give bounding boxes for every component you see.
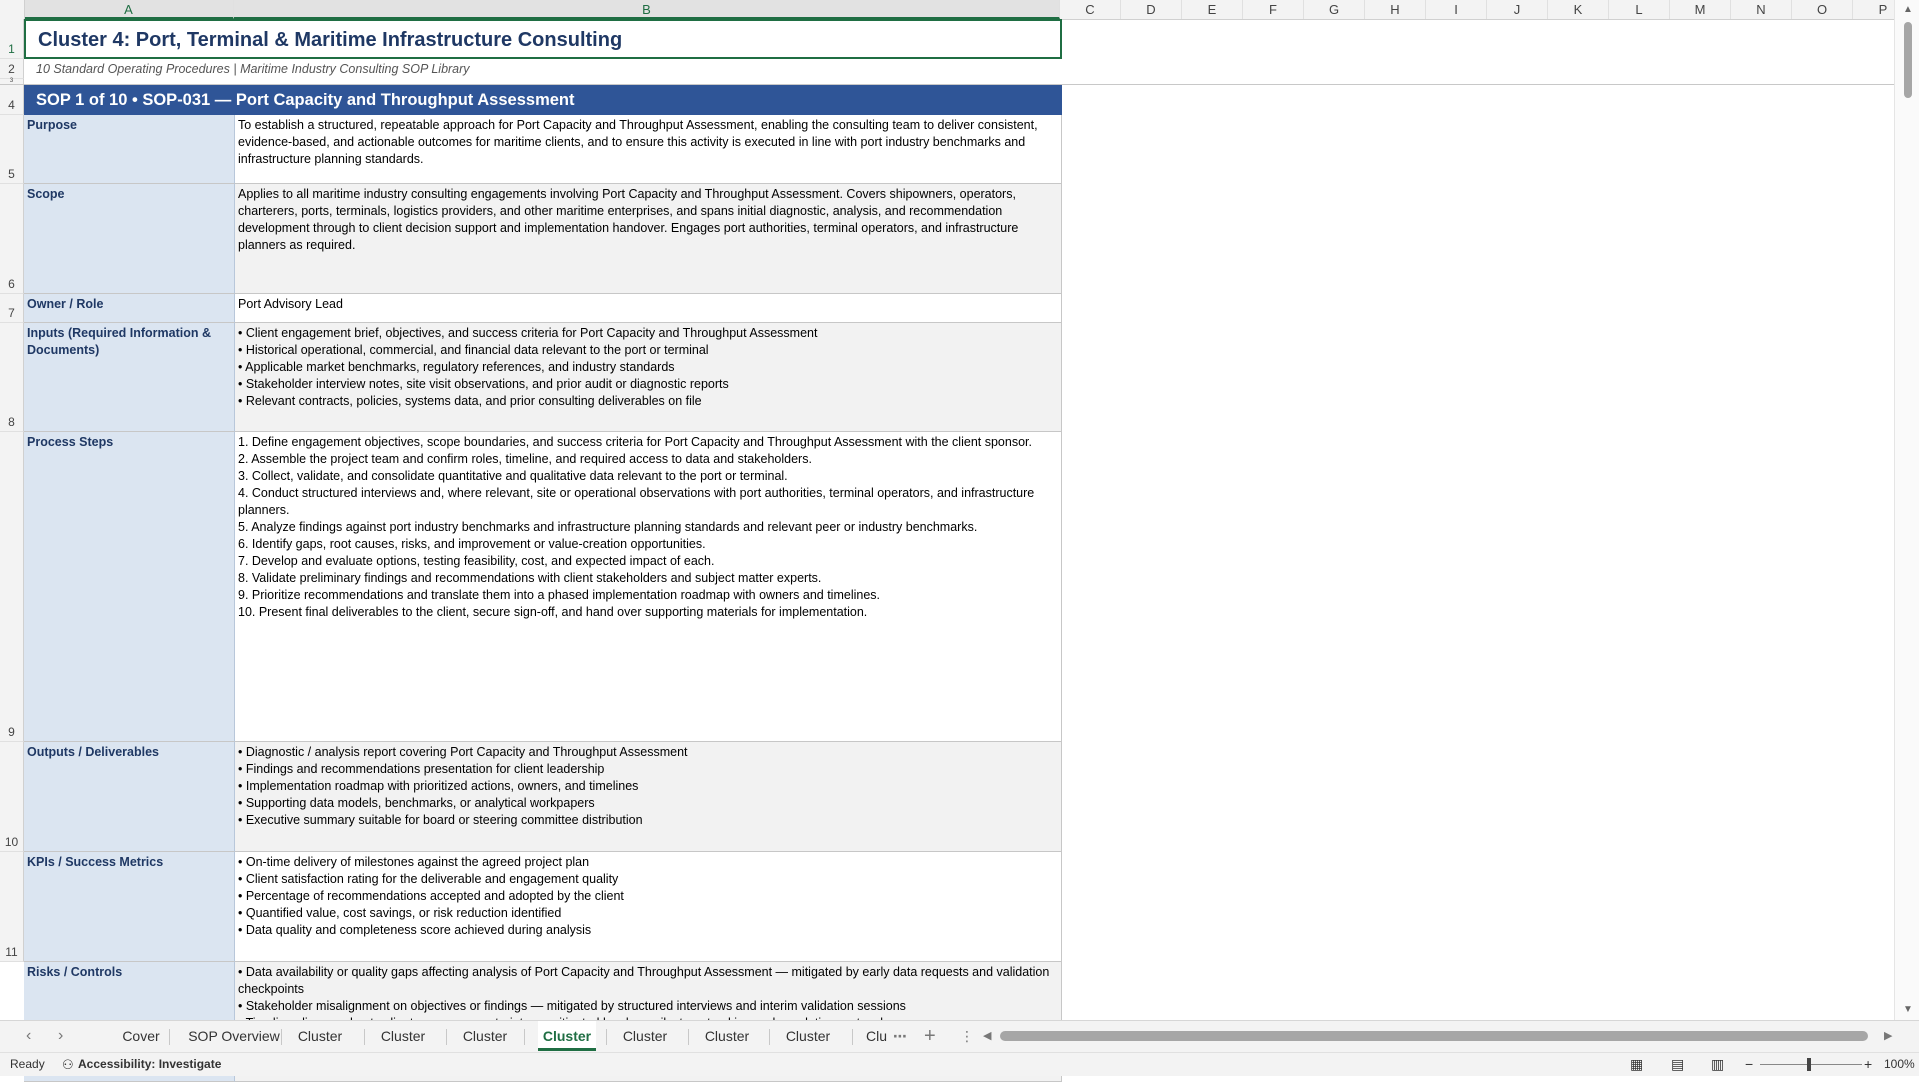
tab-separator <box>688 1029 689 1045</box>
column-header-j[interactable]: J <box>1487 0 1548 19</box>
section-line: Applies to all maritime industry consulting engagements involving Port Capacity and Throughput Assessment. Covers shipowners, operators, charterers, ports, terminals, logistics providers, and other maritime enterprises, and spans initial diagnostic, analysis, and recommendation development through to client decision support and implementation handover. Engages port authorities, terminal operators, and infrastructure planners as required. <box>238 187 1019 252</box>
row-header-11[interactable]: 11 <box>0 852 24 962</box>
sheet-tab-cluster-1[interactable]: Cluster <box>297 1028 343 1044</box>
section-line: • Diagnostic / analysis report covering Port Capacity and Throughput Assessment <box>238 745 688 759</box>
section-line: • Quantified value, cost savings, or risk reduction identified <box>238 906 562 920</box>
row-header-1[interactable]: 1 <box>0 19 24 59</box>
section-line: 9. Prioritize recommendations and translate them into a phased implementation roadmap with owners and timelines. <box>238 588 880 602</box>
section-label[interactable]: Scope <box>24 184 235 294</box>
status-bar <box>0 1052 1919 1076</box>
section-line: 2. Assemble the project team and confirm roles, timeline, and required access to data and stakeholders. <box>238 452 812 466</box>
section-label[interactable]: Risks / Controls <box>24 962 235 1082</box>
section-label[interactable]: KPIs / Success Metrics <box>24 852 235 962</box>
tab-separator <box>169 1029 170 1045</box>
section-value[interactable] <box>235 294 1062 323</box>
section-line: 4. Conduct structured interviews and, where relevant, site or operational observations with port authorities, terminal operators, and infrastructure planners. <box>238 486 1035 517</box>
section-label[interactable]: Purpose <box>24 115 235 184</box>
section-line: • Relevant contracts, policies, systems data, and prior consulting deliverables on file <box>238 394 702 408</box>
zoom-slider-thumb[interactable] <box>1807 1058 1811 1071</box>
column-header-c[interactable]: C <box>1060 0 1121 19</box>
row-header-3[interactable]: 3 <box>0 79 24 85</box>
page-break-view-icon[interactable]: ▥ <box>1711 1056 1725 1072</box>
tab-separator <box>524 1029 525 1045</box>
zoom-in-icon[interactable]: + <box>1864 1056 1873 1072</box>
cell-a4-sop-header[interactable]: SOP 1 of 10 • SOP-031 — Port Capacity and Throughput Assessment <box>24 85 1062 115</box>
section-line: • Data availability or quality gaps affecting analysis of Port Capacity and Throughput Assessment — mitigated by early data requests and validation checkpoints <box>238 965 1050 996</box>
tab-scroll-left-icon[interactable]: ‹ <box>26 1027 32 1044</box>
section-line: • Supporting data models, benchmarks, or analytical workpapers <box>238 796 595 810</box>
section-line: • Client satisfaction rating for the deliverable and engagement quality <box>238 872 619 886</box>
column-header-g[interactable]: G <box>1304 0 1365 19</box>
section-line: • Client engagement brief, objectives, and success criteria for Port Capacity and Throughput Assessment <box>238 326 818 340</box>
zoom-out-icon[interactable]: − <box>1745 1056 1754 1072</box>
zoom-level[interactable]: 100% <box>1884 1057 1915 1071</box>
column-header-a[interactable]: A <box>24 0 234 19</box>
tab-separator <box>606 1029 607 1045</box>
hscroll-left-icon[interactable]: ◀ <box>983 1030 992 1042</box>
section-value[interactable] <box>235 115 1062 184</box>
section-line: Port Advisory Lead <box>238 297 343 311</box>
column-header-p[interactable]: P <box>1853 0 1914 19</box>
cell-a2-subtitle[interactable]: 10 Standard Operating Procedures | Maritime Industry Consulting SOP Library <box>36 62 470 76</box>
column-header-l[interactable]: L <box>1609 0 1670 19</box>
row-header-7[interactable]: 7 <box>0 294 24 323</box>
sheet-tab-sop-overview[interactable]: SOP Overview <box>188 1028 280 1044</box>
sheet-tab-clu[interactable]: Clu <box>866 1028 888 1044</box>
column-header-m[interactable]: M <box>1670 0 1731 19</box>
tab-options-icon[interactable]: ⋮ <box>960 1028 974 1044</box>
scroll-down-arrow-icon[interactable]: ▼ <box>1903 1004 1913 1015</box>
section-value[interactable] <box>235 852 1062 962</box>
section-line: 6. Identify gaps, root causes, risks, and improvement or value-creation opportunities. <box>238 537 706 551</box>
sheet-tab-cluster-6[interactable]: Cluster <box>704 1028 750 1044</box>
section-line: 10. Present final deliverables to the client, secure sign-off, and hand over supporting materials for implementation. <box>238 605 868 619</box>
row-header-6[interactable]: 6 <box>0 184 24 294</box>
tab-separator <box>769 1029 770 1045</box>
cell-a1-title[interactable]: Cluster 4: Port, Terminal & Maritime Infrastructure Consulting <box>24 19 1062 59</box>
column-header-h[interactable]: H <box>1365 0 1426 19</box>
row-header-5[interactable]: 5 <box>0 115 24 184</box>
section-line: 7. Develop and evaluate options, testing feasibility, cost, and expected impact of each. <box>238 554 715 568</box>
section-line: • Executive summary suitable for board or steering committee distribution <box>238 813 643 827</box>
sheet-tab-cluster-3[interactable]: Cluster <box>462 1028 508 1044</box>
section-line: 8. Validate preliminary findings and recommendations with client stakeholders and subject matter experts. <box>238 571 822 585</box>
sheet-tab-cluster-7[interactable]: Cluster <box>785 1028 831 1044</box>
section-value[interactable] <box>235 742 1062 852</box>
tab-separator <box>446 1029 447 1045</box>
section-line: • Findings and recommendations presentation for client leadership <box>238 762 605 776</box>
sheet-tab-cluster-2[interactable]: Cluster <box>380 1028 426 1044</box>
column-header-o[interactable]: O <box>1792 0 1853 19</box>
vertical-scrollbar[interactable] <box>1894 0 1919 1020</box>
tab-separator <box>852 1029 853 1045</box>
section-value[interactable] <box>235 323 1062 432</box>
sheet-tab-cover[interactable]: Cover <box>122 1028 160 1044</box>
section-line: 1. Define engagement objectives, scope boundaries, and success criteria for Port Capacity and Throughput Assessment with the client sponsor. <box>238 435 1032 449</box>
section-line: • Percentage of recommendations accepted and adopted by the client <box>238 889 624 903</box>
tab-separator <box>281 1029 282 1045</box>
section-label[interactable]: Inputs (Required Information & Documents) <box>24 323 235 432</box>
page-layout-view-icon[interactable]: ▤ <box>1671 1056 1685 1072</box>
horizontal-scroll-thumb[interactable] <box>1000 1031 1868 1041</box>
section-line: 3. Collect, validate, and consolidate quantitative and qualitative data relevant to the port or terminal. <box>238 469 788 483</box>
row-header-9[interactable]: 9 <box>0 432 24 742</box>
column-header-e[interactable]: E <box>1182 0 1243 19</box>
section-value[interactable] <box>235 432 1062 742</box>
column-header-b[interactable]: B <box>234 0 1060 19</box>
section-label[interactable]: Process Steps <box>24 432 235 742</box>
section-line: • Stakeholder interview notes, site visit observations, and prior audit or diagnostic reports <box>238 377 729 391</box>
more-tabs-icon[interactable]: ⋯ <box>893 1028 907 1044</box>
section-line: • On-time delivery of milestones against the agreed project plan <box>238 855 590 869</box>
sheet-tab-bar <box>0 1020 1919 1053</box>
section-line: To establish a structured, repeatable approach for Port Capacity and Throughput Assessment, enabling the consulting team to deliver consistent, evidence-based, and actionable outcomes for maritime clients, and to ensure this activity is executed in line with port industry benchmarks and infrastructure planning standards. <box>238 118 1038 166</box>
sheet-tab-cluster-5[interactable]: Cluster <box>622 1028 668 1044</box>
section-label[interactable]: Owner / Role <box>24 294 235 323</box>
row-header-2[interactable]: 2 <box>0 59 24 79</box>
section-line: • Implementation roadmap with prioritized actions, owners, and timelines <box>238 779 639 793</box>
column-headers <box>0 0 1919 20</box>
accessibility-icon[interactable]: ⚇ <box>62 1057 74 1072</box>
section-label[interactable]: Outputs / Deliverables <box>24 742 235 852</box>
status-ready: Ready <box>10 1057 45 1071</box>
row-header-4[interactable]: 4 <box>0 85 24 115</box>
section-value[interactable] <box>235 184 1062 294</box>
accessibility-status[interactable]: Accessibility: Investigate <box>78 1057 222 1071</box>
section-line: • Applicable market benchmarks, regulatory references, and industry standards <box>238 360 675 374</box>
cell-grid[interactable] <box>24 19 1895 1020</box>
section-line: • Data quality and completeness score achieved during analysis <box>238 923 592 937</box>
tab-separator <box>364 1029 365 1045</box>
row-header-10[interactable]: 10 <box>0 742 24 852</box>
column-header-k[interactable]: K <box>1548 0 1609 19</box>
row-header-8[interactable]: 8 <box>0 323 24 432</box>
column-header-d[interactable]: D <box>1121 0 1182 19</box>
section-line: 5. Analyze findings against port industry benchmarks and infrastructure planning standards and relevant peer or industry benchmarks. <box>238 520 978 534</box>
section-line: • Stakeholder misalignment on objectives or findings — mitigated by structured interviews and interim validation sessions <box>238 999 906 1013</box>
add-sheet-icon[interactable]: + <box>924 1025 936 1047</box>
section-line: • Historical operational, commercial, and financial data relevant to the port or terminal <box>238 343 709 357</box>
hscroll-right-icon[interactable]: ▶ <box>1884 1030 1893 1042</box>
column-header-n[interactable]: N <box>1731 0 1792 19</box>
column-header-i[interactable]: I <box>1426 0 1487 19</box>
zoom-slider[interactable] <box>1760 1064 1862 1065</box>
tab-scroll-right-icon[interactable]: › <box>58 1027 64 1044</box>
column-header-f[interactable]: F <box>1243 0 1304 19</box>
select-all-corner[interactable] <box>0 0 25 19</box>
vertical-scroll-thumb[interactable] <box>1904 22 1912 98</box>
horizontal-scrollbar[interactable] <box>1000 1031 1868 1041</box>
scroll-up-arrow-icon[interactable]: ▲ <box>1903 4 1913 15</box>
normal-view-icon[interactable]: ▦ <box>1630 1056 1644 1072</box>
sheet-tab-cluster-4[interactable]: Cluster <box>538 1021 596 1051</box>
